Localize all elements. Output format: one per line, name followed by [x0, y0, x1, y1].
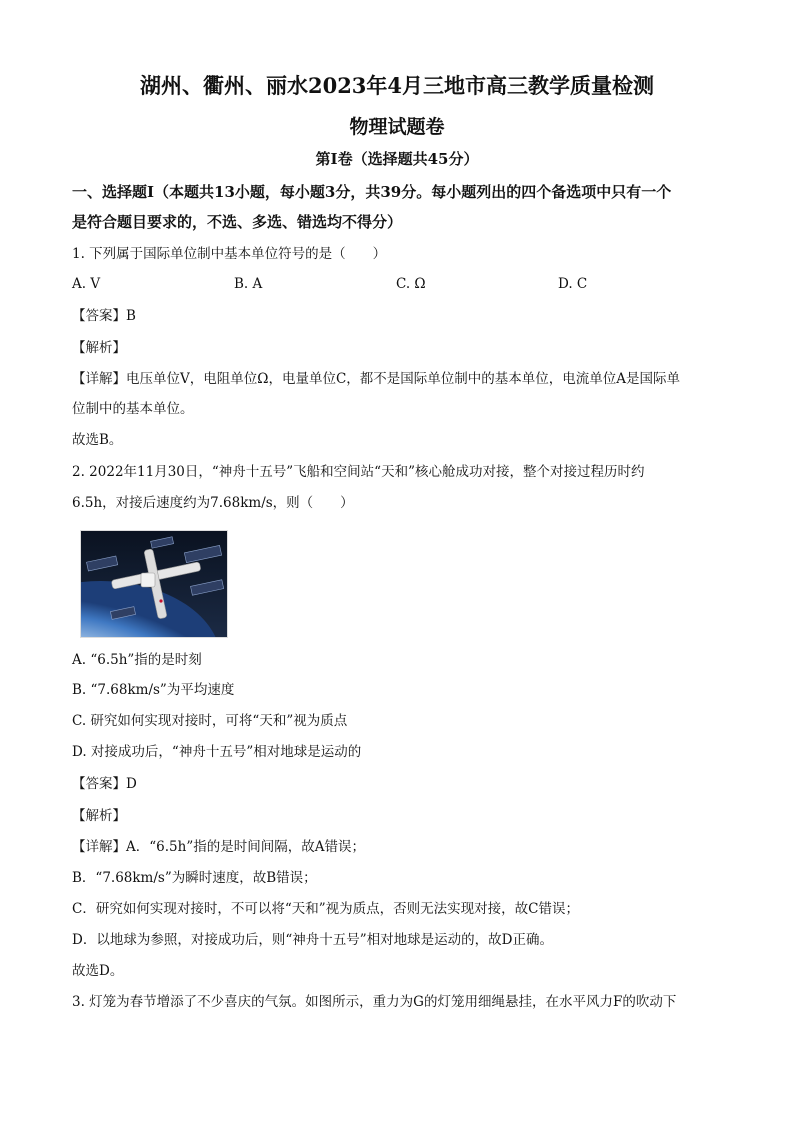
q2-option-c: C. 研究如何实现对接时，可将“天和”视为质点	[72, 713, 348, 729]
q1-conclusion: 故选B。	[72, 432, 123, 448]
q2-detail-b: B．“7.68km/s”为瞬时速度，故B错误；	[72, 870, 317, 886]
q2-conclusion: 故选D。	[72, 963, 124, 979]
q1-option-c: C. Ω	[396, 276, 426, 292]
section-title: 第Ⅰ卷（选择题共45分）	[315, 150, 479, 168]
q1-analysis-label: 【解析】	[72, 340, 126, 356]
q2-stem-line1: 2. 2022年11月30日，“神舟十五号”飞船和空间站“天和”核心舱成功对接，整个对接过程历时约	[72, 464, 645, 480]
q2-detail-a: 【详解】A．“6.5h”指的是时间间隔，故A错误；	[72, 839, 365, 855]
q1-option-d: D. C	[558, 276, 588, 292]
q2-detail-d: D．以地球为参照，对接成功后，则“神舟十五号”相对地球是运动的，故D正确。	[72, 932, 553, 948]
q2-option-a: A. “6.5h”指的是时刻	[72, 652, 202, 668]
q2-answer: 【答案】D	[72, 776, 137, 792]
q1-stem: 1. 下列属于国际单位制中基本单位符号的是（ ）	[72, 246, 387, 262]
q3-stem-line1: 3. 灯笼为春节增添了不少喜庆的气氛。如图所示，重力为G的灯笼用细绳悬挂，在水平风力F的吹动下	[72, 994, 677, 1010]
main-title: 湖州、衢州、丽水2023年4月三地市高三教学质量检测	[139, 73, 655, 98]
space-station-illustration	[81, 531, 227, 637]
subtitle: 物理试题卷	[349, 116, 445, 138]
q2-detail-c: C．研究如何实现对接时，不可以将“天和”视为质点，否则无法实现对接，故C错误；	[72, 901, 579, 917]
q2-stem-line2: 6.5h，对接后速度约为7.68km/s，则（ ）	[72, 495, 354, 511]
q2-analysis-label: 【解析】	[72, 808, 126, 824]
q2-option-d: D. 对接成功后，“神舟十五号”相对地球是运动的	[72, 744, 362, 760]
q1-option-a: A. V	[72, 276, 101, 292]
q1-detail-line2: 位制中的基本单位。	[72, 401, 194, 417]
space-station-image	[80, 530, 228, 638]
part1-heading-line2: 是符合题目要求的，不选、多选、错选均不得分）	[72, 213, 403, 231]
q1-answer: 【答案】B	[72, 308, 136, 324]
q1-option-b: B. A	[234, 276, 263, 292]
q1-detail-line1: 【详解】电压单位V，电阻单位Ω，电量单位C，都不是国际单位制中的基本单位，电流单位A是国际单	[72, 371, 681, 387]
part1-heading-line1: 一、选择题Ⅰ（本题共13小题，每小题3分，共39分。每小题列出的四个备选项中只有一个	[72, 183, 672, 201]
q2-option-b: B. “7.68km/s”为平均速度	[72, 682, 235, 698]
